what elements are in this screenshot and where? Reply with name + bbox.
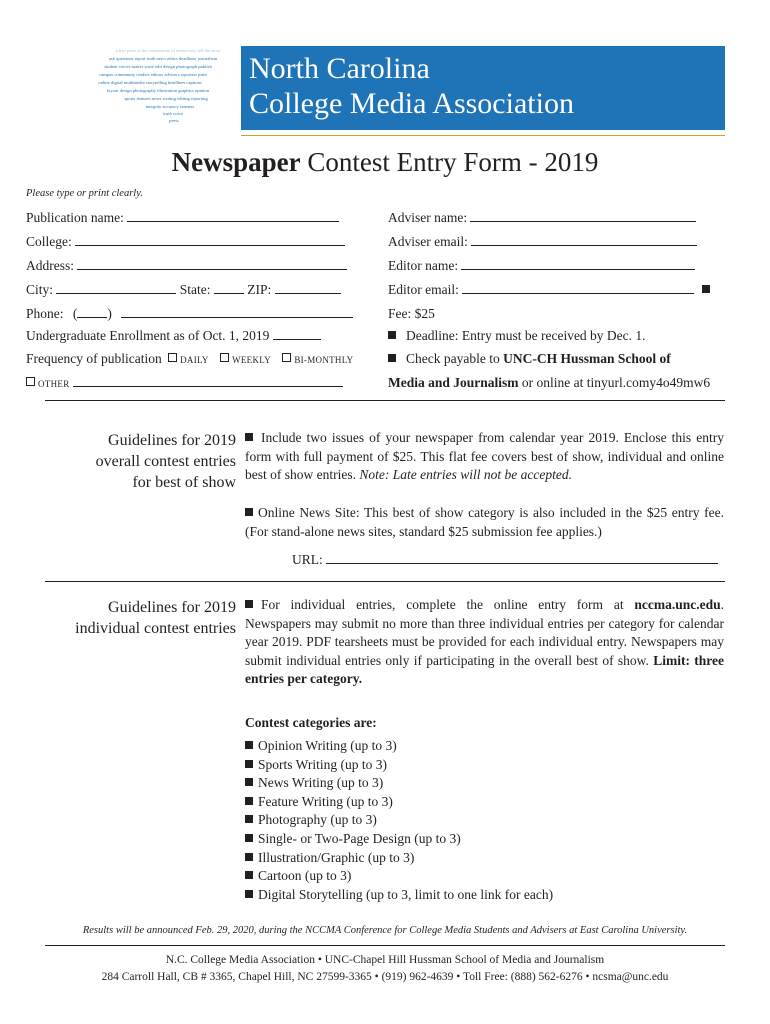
other-input[interactable]: [73, 376, 343, 387]
adviser-name-row: [388, 209, 696, 227]
section-divider: [45, 400, 725, 401]
category-label: Illustration/Graphic (up to 3): [258, 849, 415, 865]
section-divider: [45, 581, 725, 582]
footer-divider: [45, 945, 725, 946]
logo-word-line: student voices matter write edit design photograph publish: [104, 64, 212, 69]
bullet-square-icon: [245, 890, 253, 898]
logo-word-line: online digital multimedia storytelling headlines captions: [98, 80, 202, 85]
bullet-square-icon: [245, 600, 253, 608]
phone-paren-open: (: [72, 306, 78, 321]
weekly-checkbox[interactable]: [220, 353, 229, 362]
title-gold-rule: [241, 135, 725, 136]
phone-row: [26, 305, 353, 323]
bullet-square-icon: [245, 778, 253, 786]
footer-contact-line: 284 Carroll Hall, CB # 3365, Chapel Hill, NC 27599-3365 • (919) 962-4639 • Toll Free: (888) 562-6276 • ncsma@unc.edu: [101, 971, 669, 983]
state-label: State:: [179, 282, 211, 297]
url-input[interactable]: [326, 551, 718, 564]
results-announcement: Results will be announced Feb. 29, 2020, during the NCCMA Conference for College Media Students and Advisers at East Carolina University.: [82, 925, 688, 936]
category-label: Cartoon (up to 3): [258, 868, 352, 884]
other-label: OTHER: [38, 379, 70, 389]
check-payable-suffix: or online at tinyurl.comy4o49mw6: [518, 375, 711, 390]
bullet-square-icon: [245, 815, 253, 823]
college-row: [26, 233, 345, 251]
online-news-text: Online News Site: This best of show category is also included in the $25 entry fee. (For stand-alone news sites, standard $25 submission fee applies.): [245, 505, 724, 539]
college-input[interactable]: [75, 233, 345, 246]
adviser-email-row: [388, 233, 697, 251]
editor-email-row: [388, 281, 715, 299]
overall-heading-line-1: Guidelines for 2019: [108, 432, 236, 449]
enrollment-label: Undergraduate Enrollment as of Oct. 1, 2019: [26, 328, 270, 343]
other-checkbox[interactable]: [26, 377, 35, 386]
category-label: Opinion Writing (up to 3): [258, 738, 397, 753]
url-label: URL:: [292, 552, 323, 567]
overall-heading-line-2: overall contest entries: [95, 453, 236, 470]
instructions: Please type or print clearly.: [26, 188, 143, 199]
category-item: [245, 867, 553, 886]
adviser-name-label: Adviser name:: [388, 210, 468, 225]
word-cloud-logo: [58, 46, 236, 124]
category-label: Digital Storytelling (up to 3, limit to one link for each): [258, 886, 554, 902]
online-news-paragraph: [245, 504, 724, 541]
category-label: Sports Writing (up to 3): [258, 756, 387, 772]
phone-area-input[interactable]: [77, 305, 107, 318]
individual-guidelines-heading: [40, 597, 236, 639]
enrollment-input[interactable]: [273, 327, 321, 340]
form-title: [0, 146, 770, 178]
category-item: [245, 811, 553, 830]
bullet-square-icon: [702, 285, 710, 293]
overall-guidelines-heading: [40, 430, 236, 493]
logo-word-line: integrity accuracy fairness: [145, 104, 195, 109]
city-label: City:: [26, 282, 54, 297]
overall-heading-line-3: for best of show: [132, 474, 236, 491]
bullet-square-icon: [388, 331, 396, 339]
bimonthly-checkbox[interactable]: [282, 353, 291, 362]
college-label: College:: [26, 234, 72, 249]
zip-input[interactable]: [275, 281, 341, 294]
overall-guidelines-paragraph: [245, 429, 724, 485]
entry-site-link[interactable]: nccma.unc.edu: [634, 597, 721, 612]
daily-label: DAILY: [180, 355, 209, 365]
footer-org-line: N.C. College Media Association • UNC-Chapel Hill Hussman School of Media and Journalism: [165, 954, 605, 966]
editor-name-row: [388, 257, 695, 275]
individual-heading-line-1: Guidelines for 2019: [108, 599, 236, 616]
check-payable-school: UNC-CH Hussman School of: [503, 351, 671, 366]
adviser-name-input[interactable]: [470, 209, 696, 222]
deadline-text: Deadline: Entry must be received by Dec. 1.: [406, 328, 646, 343]
bullet-square-icon: [245, 760, 253, 768]
check-payable-prefix: Check payable to: [406, 351, 504, 366]
bullet-square-icon: [245, 741, 253, 749]
adviser-email-label: Adviser email:: [388, 234, 468, 249]
address-label: Address:: [26, 258, 74, 273]
check-payable-row: [388, 350, 671, 368]
state-input[interactable]: [214, 281, 244, 294]
editor-email-input[interactable]: [462, 281, 694, 294]
publication-name-input[interactable]: [127, 209, 339, 222]
zip-label: ZIP:: [247, 282, 272, 297]
category-label: Single- or Two-Page Design (up to 3): [258, 830, 461, 846]
address-row: [26, 257, 347, 275]
late-entries-note: Note: Late entries will not be accepted.: [359, 467, 572, 482]
individual-guidelines-paragraph: [245, 596, 724, 689]
individual-text-b: . Newspapers may submit no more than three individual entries per category for calendar year 2019. PDF tearsheets must be provided for each individual entry. Newspapers may submit individual entries only if participating in the overall best of show.: [245, 597, 724, 668]
org-title-band: [241, 46, 725, 130]
publication-name-row: [26, 209, 339, 227]
fee-text: Fee: $25: [388, 306, 435, 321]
logo-word-line: ask questions report truth news ethics deadlines journalism: [108, 56, 218, 61]
form-title-rest: Contest Entry Form - 2019: [300, 147, 599, 177]
category-label: Photography (up to 3): [258, 812, 377, 828]
publication-name-label: Publication name:: [26, 210, 124, 225]
bullet-square-icon: [245, 508, 253, 516]
address-input[interactable]: [77, 257, 347, 270]
logo-word-line: truth voice: [163, 111, 183, 116]
daily-checkbox[interactable]: [168, 353, 177, 362]
form-title-bold: Newspaper: [171, 147, 301, 177]
editor-email-label: Editor email:: [388, 282, 459, 297]
individual-text-a: For individual entries, complete the online entry form at: [261, 597, 635, 612]
phone-paren-close: ): [107, 306, 112, 321]
url-row: [292, 551, 718, 569]
logo-word-line: campus community readers editors advisers reporters print: [99, 72, 207, 77]
bullet-square-icon: [388, 354, 396, 362]
entry-limit-text: Limit: three entries per category.: [245, 652, 724, 686]
weekly-label: WEEKLY: [232, 355, 271, 365]
bimonthly-label: BI-MONTHLY: [294, 355, 354, 365]
bullet-square-icon: [245, 433, 253, 441]
individual-heading-line-2: individual contest entries: [75, 620, 236, 637]
city-input[interactable]: [56, 281, 176, 294]
bullet-square-icon: [245, 797, 253, 805]
adviser-email-input[interactable]: [471, 233, 697, 246]
phone-number-input[interactable]: [121, 305, 353, 318]
logo-word-line: a free press is the cornerstone of democracy tell the story: [115, 48, 221, 53]
logo-word-line: sports features news writing editing reporting: [124, 96, 208, 101]
category-label: News Writing (up to 3): [258, 775, 384, 791]
category-item: [245, 756, 553, 775]
category-item: [245, 886, 553, 905]
frequency-label: Frequency of publication: [26, 351, 162, 366]
other-row: [26, 374, 343, 393]
city-state-zip-row: [26, 281, 341, 299]
check-payable-school-2: Media and Journalism: [388, 375, 519, 390]
phone-label: Phone:: [26, 306, 64, 321]
check-payable-row-2: [388, 374, 710, 392]
editor-name-input[interactable]: [461, 257, 695, 270]
org-name-line-2: College Media Association: [249, 87, 574, 120]
enrollment-row: [26, 327, 321, 345]
bullet-square-icon: [245, 834, 253, 842]
category-item: [245, 830, 553, 849]
categories-title: Contest categories are:: [245, 715, 377, 730]
editor-name-label: Editor name:: [388, 258, 459, 273]
frequency-row: [26, 350, 353, 369]
bullet-square-icon: [245, 871, 253, 879]
category-list: [245, 737, 553, 904]
category-item: [245, 774, 553, 793]
category-item: [245, 793, 553, 812]
category-item: [245, 737, 553, 756]
deadline-row: [388, 327, 646, 345]
logo-word-line: layout design photography illustration graphics opinion: [107, 88, 209, 93]
overall-guidelines-text: Include two issues of your newspaper from calendar year 2019. Enclose this entry form with full payment of $25. This flat fee covers best of show, individual and online best of show entries.: [245, 430, 724, 482]
category-item: [245, 849, 553, 868]
org-name-line-1: North Carolina: [249, 52, 430, 85]
category-label: Feature Writing (up to 3): [258, 793, 393, 809]
logo-word-line: press: [169, 118, 179, 123]
bullet-square-icon: [245, 853, 253, 861]
